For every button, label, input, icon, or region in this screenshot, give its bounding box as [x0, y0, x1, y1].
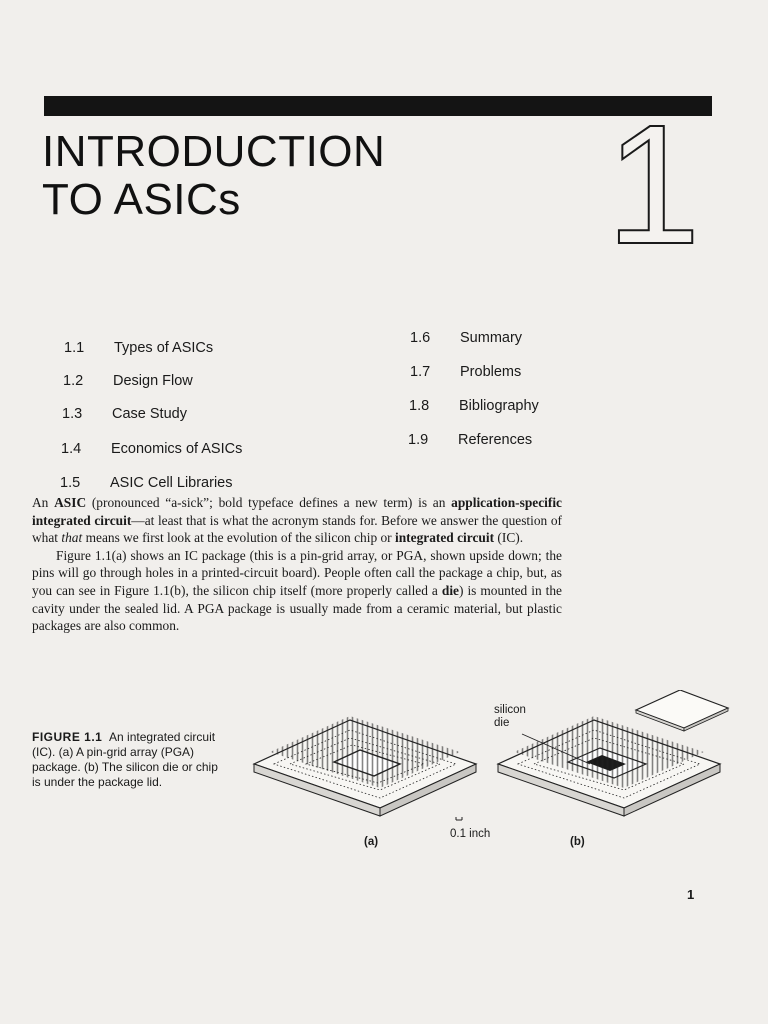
text-run: (pronounced “a-sick”; bold typeface defines a new term) is an	[86, 495, 452, 510]
toc-label: ASIC Cell Libraries	[110, 475, 233, 491]
figure-label: FIGURE 1.1	[32, 730, 103, 744]
toc-number: 1.8	[409, 398, 430, 414]
toc-number: 1.9	[408, 432, 429, 448]
toc-number: 1.3	[62, 406, 83, 422]
text-run: Figure 1.1(a) shows an IC package (this is a pin-grid array, or PGA, shown upside down; the pins will go through holes in a printed-circuit board). People often call the package a chip, but, as you can see in Figure 1.1(b), the silicon chip itself (more properly called a	[32, 547, 562, 598]
figure-caption	[32, 730, 228, 790]
body-text	[32, 494, 562, 635]
toc-number: 1.2	[63, 373, 84, 389]
toc-number: 1.1	[64, 340, 85, 356]
scale-bar	[456, 817, 462, 820]
package-lid	[636, 690, 728, 728]
text-run: —at least that is what the acronym stands for. Before we answer the question of what	[32, 512, 563, 546]
figure-pga-illustration	[250, 690, 730, 860]
chapter-title	[42, 128, 385, 224]
callout-line: silicon	[494, 704, 526, 716]
term-bold: ASIC	[54, 495, 87, 510]
toc-label: Design Flow	[113, 373, 193, 389]
toc-label: References	[458, 432, 533, 448]
text-run: means we first look at the evolution of the silicon chip or	[82, 530, 395, 546]
silicon-die-callout	[494, 704, 526, 730]
paragraph	[32, 547, 562, 635]
term-bold: integrated circuit	[395, 530, 495, 546]
term-bold: die	[441, 582, 459, 598]
subfigure-label-b: (b)	[570, 836, 585, 848]
text-run: (IC).	[494, 530, 524, 546]
toc-label: Summary	[460, 330, 523, 346]
toc-number: 1.7	[410, 364, 431, 380]
text-run: ) is mounted in the cavity under the sealed lid. A PGA package is usually made from a ceramic material, but plastic packages are also common.	[32, 582, 562, 634]
callout-line: die	[494, 717, 510, 729]
toc-label: Economics of ASICs	[111, 441, 243, 457]
toc-label: Problems	[460, 364, 522, 380]
toc-label: Bibliography	[459, 398, 539, 414]
chapter-number: 1	[606, 90, 701, 280]
toc-number: 1.5	[60, 475, 81, 491]
figure-caption-text: An integrated circuit (IC). (a) A pin-grid array (PGA) package. (b) The silicon die or chip is under the package lid.	[32, 730, 218, 789]
chapter-title-line1: INTRODUCTION	[42, 127, 386, 176]
toc-number: 1.6	[410, 330, 431, 346]
scale-label: 0.1 inch	[450, 828, 491, 840]
chapter-title-line2: TO ASICs	[42, 175, 241, 224]
toc-label: Types of ASICs	[114, 340, 214, 356]
text-run: An	[32, 495, 55, 510]
package-a	[254, 716, 476, 816]
text-italic: that	[61, 530, 83, 546]
subfigure-label-a: (a)	[364, 836, 379, 848]
term-bold: application-specific integrated circuit	[32, 495, 562, 528]
toc-label: Case Study	[112, 406, 187, 422]
paragraph	[32, 494, 562, 547]
toc-number: 1.4	[61, 441, 82, 457]
package-b	[498, 690, 728, 816]
page-number: 1	[687, 887, 695, 902]
